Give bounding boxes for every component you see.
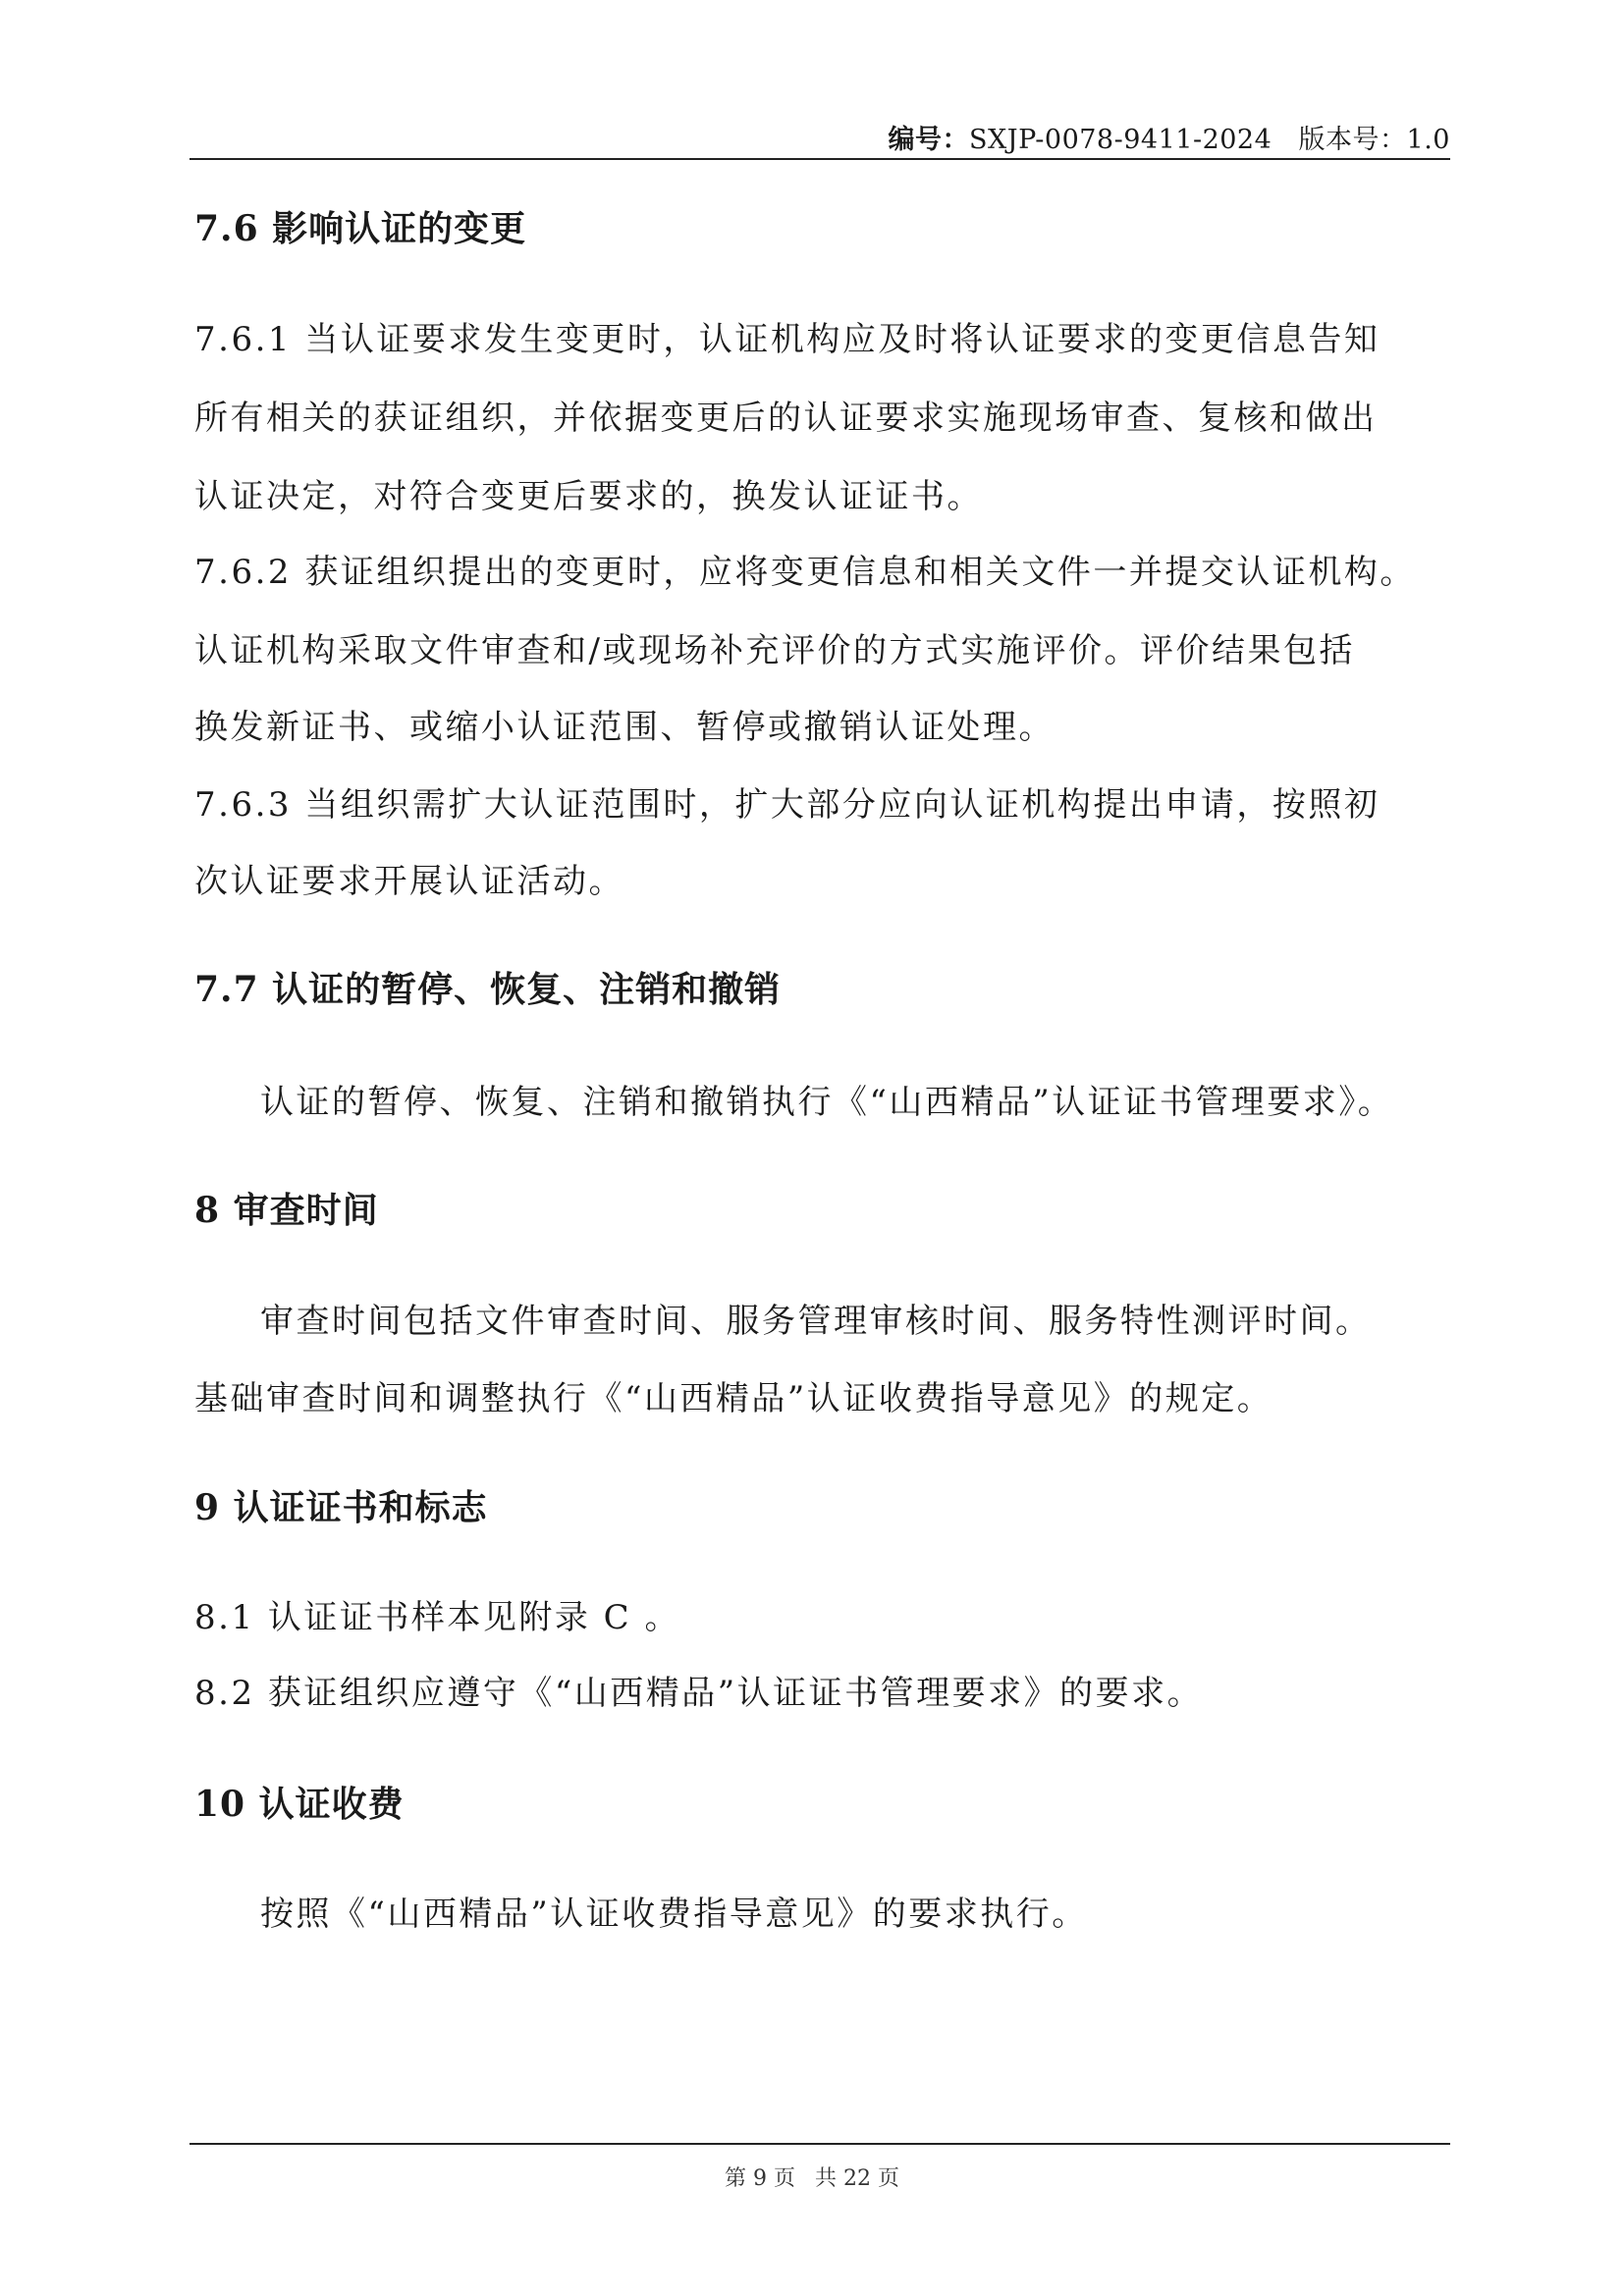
paragraph-7-6-2-line-2: 认证机构采取文件审查和/或现场补充评价的方式实施评价。评价结果包括 [194,631,1355,670]
paragraph-7-6-1-line-2: 所有相关的获证组织，并依据变更后的认证要求实施现场审查、复核和做出 [194,399,1378,438]
paragraph-10: 按照《“山西精品”认证收费指导意见》的要求执行。 [260,1895,1088,1934]
paragraph-7-6-2-line-1: 7.6.2 获证组织提出的变更时，应将变更信息和相关文件一并提交认证机构。 [194,553,1416,592]
section-7-7-title: 7.7 认证的暂停、恢复、注销和撤销 [194,969,782,1010]
paragraph-8-1: 8.1 认证证书样本见附录 C 。 [194,1598,681,1637]
paragraph-8-line-1: 审查时间包括文件审查时间、服务管理审核时间、服务特性测评时间。 [260,1302,1372,1341]
code-value: SXJP-0078-9411-2024 [969,125,1272,155]
section-9-title: 9 认证证书和标志 [194,1487,488,1528]
paragraph-7-6-1-line-3: 认证决定，对符合变更后要求的，换发认证证书。 [194,477,983,516]
version-value: 1.0 [1406,125,1450,155]
paragraph-7-6-2-line-3: 换发新证书、或缩小认证范围、暂停或撤销认证处理。 [194,708,1055,747]
footer-divider [189,2143,1450,2145]
paragraph-7-6-3-line-2: 次认证要求开展认证活动。 [194,862,624,901]
paragraph-7-7: 认证的暂停、恢复、注销和撤销执行《“山西精品”认证证书管理要求》。 [260,1083,1394,1122]
paragraph-7-6-3-line-1: 7.6.3 当组织需扩大认证范围时，扩大部分应向认证机构提出申请，按照初 [194,785,1380,825]
header-divider [189,158,1450,160]
page-footer [0,2162,1624,2192]
version-label: 版本号： [1298,125,1407,155]
section-10-title: 10 认证收费 [194,1784,405,1825]
page-total: 共 22 页 [815,2166,899,2191]
paragraph-8-line-2: 基础审查时间和调整执行《“山西精品”认证收费指导意见》的规定。 [194,1379,1273,1418]
paragraph-7-6-1-line-1: 7.6.1 当认证要求发生变更时，认证机构应及时将认证要求的变更信息告知 [194,320,1380,359]
paragraph-8-2: 8.2 获证组织应遵守《“山西精品”认证证书管理要求》的要求。 [194,1674,1204,1713]
section-7-6-title: 7.6 影响认证的变更 [194,208,527,249]
document-header [189,118,1450,155]
page-number: 第 9 页 [725,2166,795,2191]
section-8-title: 8 审查时间 [194,1190,379,1231]
code-label: 编号： [888,125,970,155]
